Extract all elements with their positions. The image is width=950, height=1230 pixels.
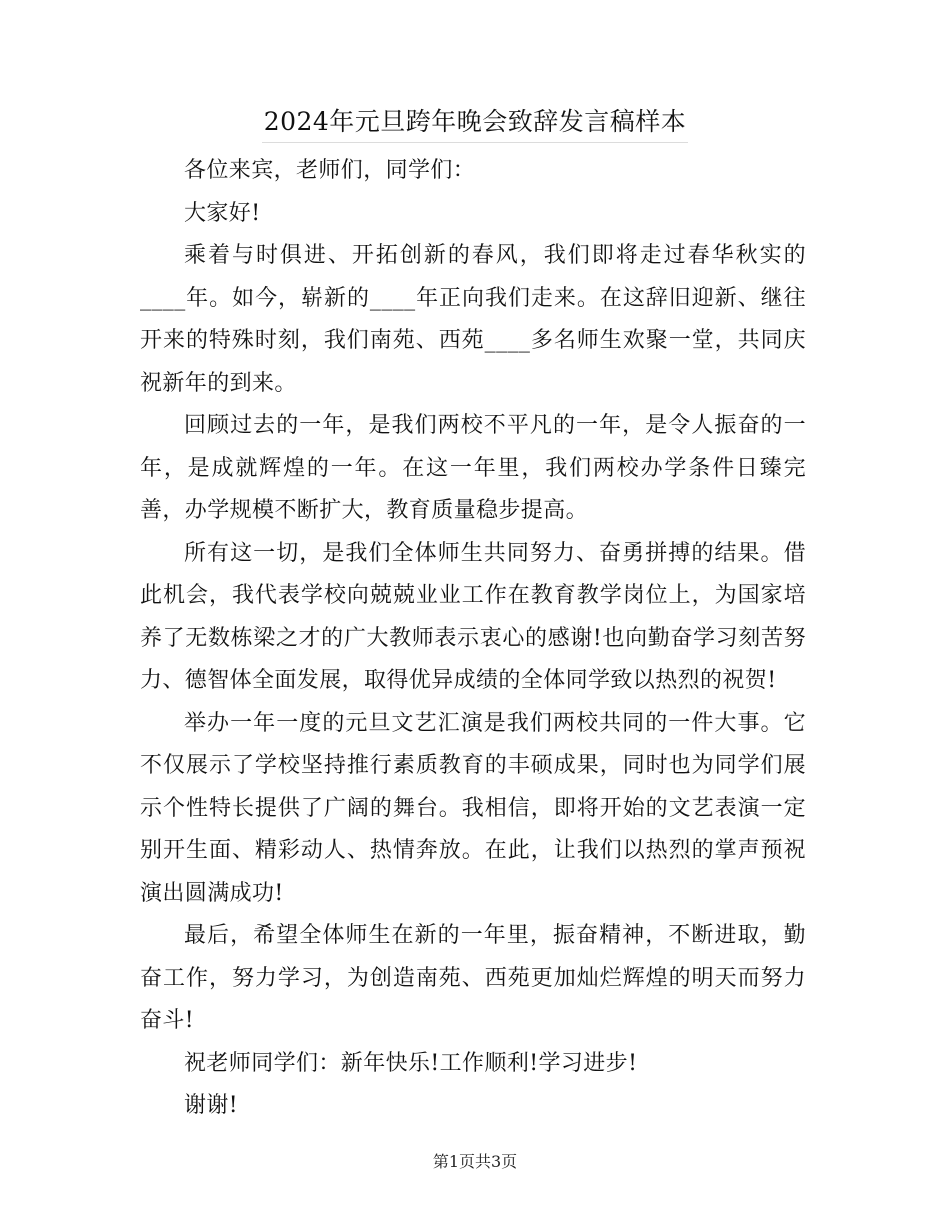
- greeting-paragraph: 各位来宾，老师们，同学们：: [184, 158, 476, 183]
- performance-paragraph: 举办一年一度的元旦文艺汇演是我们两校共同的一件大事。它不仅展示了学校坚持推行素质教育的丰硕成果，同时也为同学们展示个性特长提供了广阔的舞台。我相信，即将开始的文艺表演一定别开生面、精彩动人、热情奔放。在此，让我们以热烈的掌声预祝演出圆满成功!: [140, 710, 806, 906]
- document-title-container: [0, 102, 950, 143]
- thank-you-paragraph: 谢谢!: [184, 1093, 239, 1118]
- review-paragraph: 回顾过去的一年，是我们两校不平凡的一年，是令人振奋的一年，是成就辉煌的一年。在这一年里，我们两校办学条件日臻完善，办学规模不断扩大，教育质量稳步提高。: [140, 413, 806, 523]
- wishes-paragraph: 祝老师同学们：新年快乐!工作顺利!学习进步!: [184, 1050, 638, 1076]
- hello-paragraph: 大家好!: [184, 200, 261, 226]
- document-title: 2024年元旦跨年晚会致辞发言稿样本: [262, 102, 689, 143]
- closing-paragraph: 最后，希望全体师生在新的一年里，振奋精神，不断进取，勤奋工作，努力学习，为创造南苑、西苑更加灿烂辉煌的明天而努力奋斗!: [140, 923, 806, 1033]
- page-number: 第1页共3页: [432, 1152, 518, 1171]
- thanks-paragraph: 所有这一切，是我们全体师生共同努力、奋勇拼搏的结果。借此机会，我代表学校向兢兢业业工作在教育教学岗位上，为国家培养了无数栋梁之才的广大教师表示衷心的感谢!也向勤奋学习刻苦努力、德智体全面发展，取得优异成绩的全体同学致以热烈的祝贺!: [140, 540, 806, 693]
- new-year-paragraph: 乘着与时俱进、开拓创新的春风，我们即将走过春华秋实的____年。如今，崭新的____年正向我们走来。在这辞旧迎新、继往开来的特殊时刻，我们南苑、西苑____多名师生欢聚一堂，共同庆祝新年的到来。: [140, 243, 806, 396]
- document-body: [140, 150, 806, 1128]
